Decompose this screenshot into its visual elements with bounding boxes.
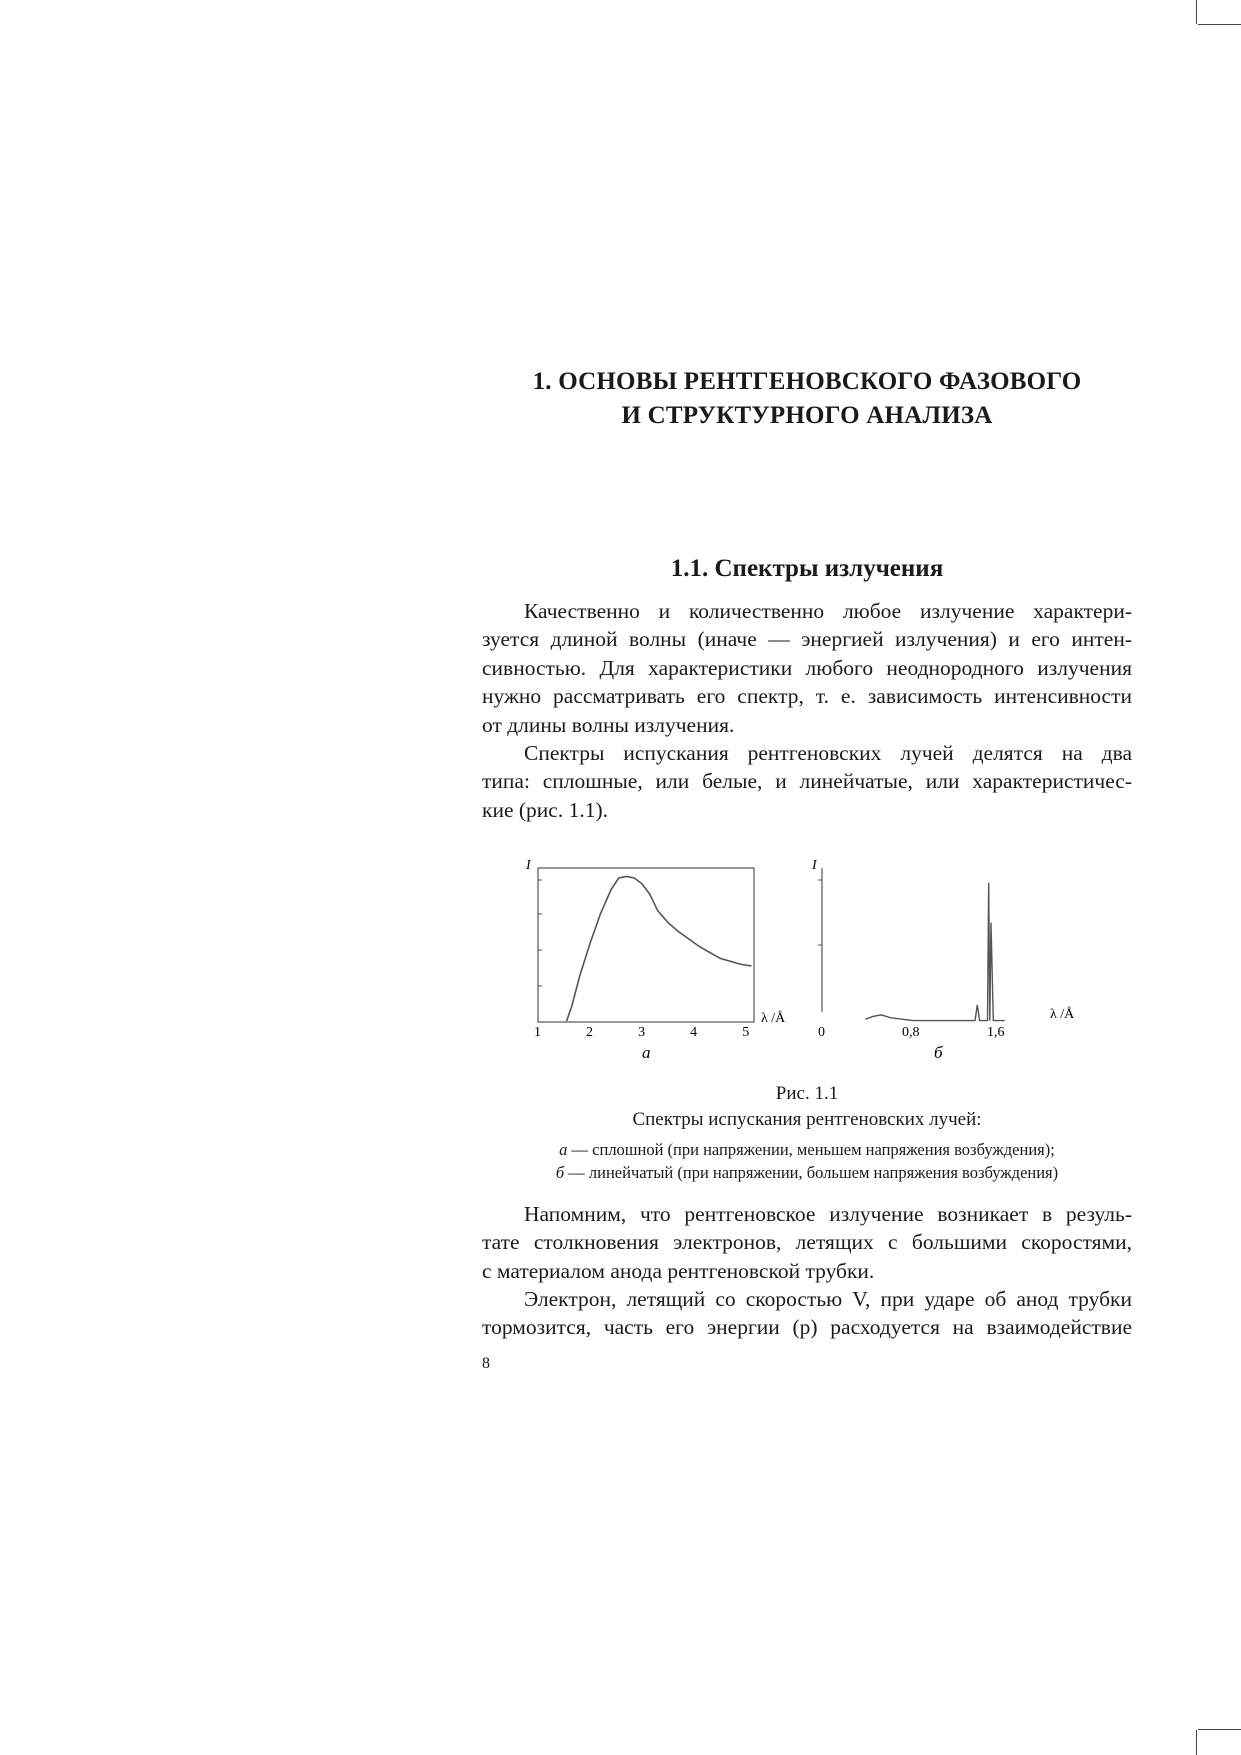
text-line: тормозится, часть его энергии (p) расходуется на взаимодействие — [482, 1315, 1132, 1340]
panel-label: б — [934, 1043, 943, 1062]
x-tick-label: 0 — [818, 1025, 825, 1040]
continuous-spectrum-line — [567, 877, 752, 1022]
text-line: типа: сплошные, или белые, и линейчатые, или характеристичес- — [482, 769, 1132, 794]
line-spectrum-line — [865, 883, 1004, 1021]
chapter-title-line: И СТРУКТУРНОГО АНАЛИЗА — [621, 402, 993, 429]
text-line: Качественно и количественно любое излучение характери- — [524, 599, 1132, 623]
x-tick-label: 4 — [690, 1025, 698, 1040]
text-line: зуется длиной волны (иначе — энергией излучения) и его интен- — [482, 627, 1132, 652]
text-line: тате столкновения электронов, летящих с большими скоростями, — [482, 1230, 1132, 1255]
text-line: Спектры испускания рентгеновских лучей делятся на два — [524, 741, 1132, 765]
chart-panel-b — [811, 858, 1075, 1062]
legend-item — [482, 1138, 1132, 1161]
figure-legend — [482, 1138, 1132, 1184]
x-tick-label: 2 — [586, 1025, 594, 1040]
x-tick-label: 1,6 — [987, 1025, 1005, 1040]
section-title: 1.1. Спектры излучения — [670, 555, 944, 582]
x-tick-label: 0,8 — [902, 1025, 920, 1040]
y-axis-label: I — [812, 858, 817, 873]
x-axis-label: λ /Å — [761, 1011, 786, 1026]
legend-label: а — [559, 1140, 568, 1159]
page-number: 8 — [482, 1355, 490, 1372]
crop-mark — [1196, 1730, 1197, 1755]
text-line: с материалом анода рентгеновской трубки. — [482, 1258, 875, 1283]
y-axis-label: I — [526, 858, 531, 873]
text-line: сивностью. Для характеристики любого неоднородного излучения — [482, 655, 1132, 680]
legend-label: б — [555, 1163, 565, 1182]
text-line: Электрон, летящий со скоростью V, при ударе об анод трубки — [524, 1287, 1132, 1311]
panel-label: а — [642, 1043, 651, 1062]
x-axis-label: λ /Å — [1050, 1007, 1075, 1022]
x-tick-label: 3 — [638, 1025, 646, 1040]
x-tick-label: 1 — [534, 1025, 541, 1040]
figure-title: Спектры испускания рентгеновских лучей: — [632, 1109, 982, 1130]
chart-panel-a — [525, 858, 786, 1062]
x-tick-label: 5 — [742, 1025, 750, 1040]
paragraph-xray-origin — [482, 1200, 1132, 1285]
text-line: Напомним, что рентгеновское излучение возникает в резуль- — [524, 1202, 1132, 1226]
crop-mark — [1198, 1729, 1241, 1730]
chapter-title-line: 1. ОСНОВЫ РЕНТГЕНОВСКОГО ФАЗОВОГО — [532, 368, 1082, 395]
text-line: нужно рассматривать его спектр, т. е. зависимость интенсивности — [482, 684, 1132, 709]
text-line: от длины волны излучения. — [482, 712, 735, 737]
plot-frame — [538, 868, 754, 1022]
text-line: кие (рис. 1.1). — [482, 797, 608, 822]
legend-text: — сплошной (при напряжении, меньшем напряжения возбуждения); — [567, 1140, 1055, 1159]
figure-number: Рис. 1.1 — [775, 1083, 839, 1104]
paragraph-electron-braking — [482, 1285, 1132, 1342]
legend-item — [482, 1161, 1132, 1184]
legend-text: — линейчатый (при напряжении, большем напряжения возбуждения) — [564, 1163, 1059, 1182]
